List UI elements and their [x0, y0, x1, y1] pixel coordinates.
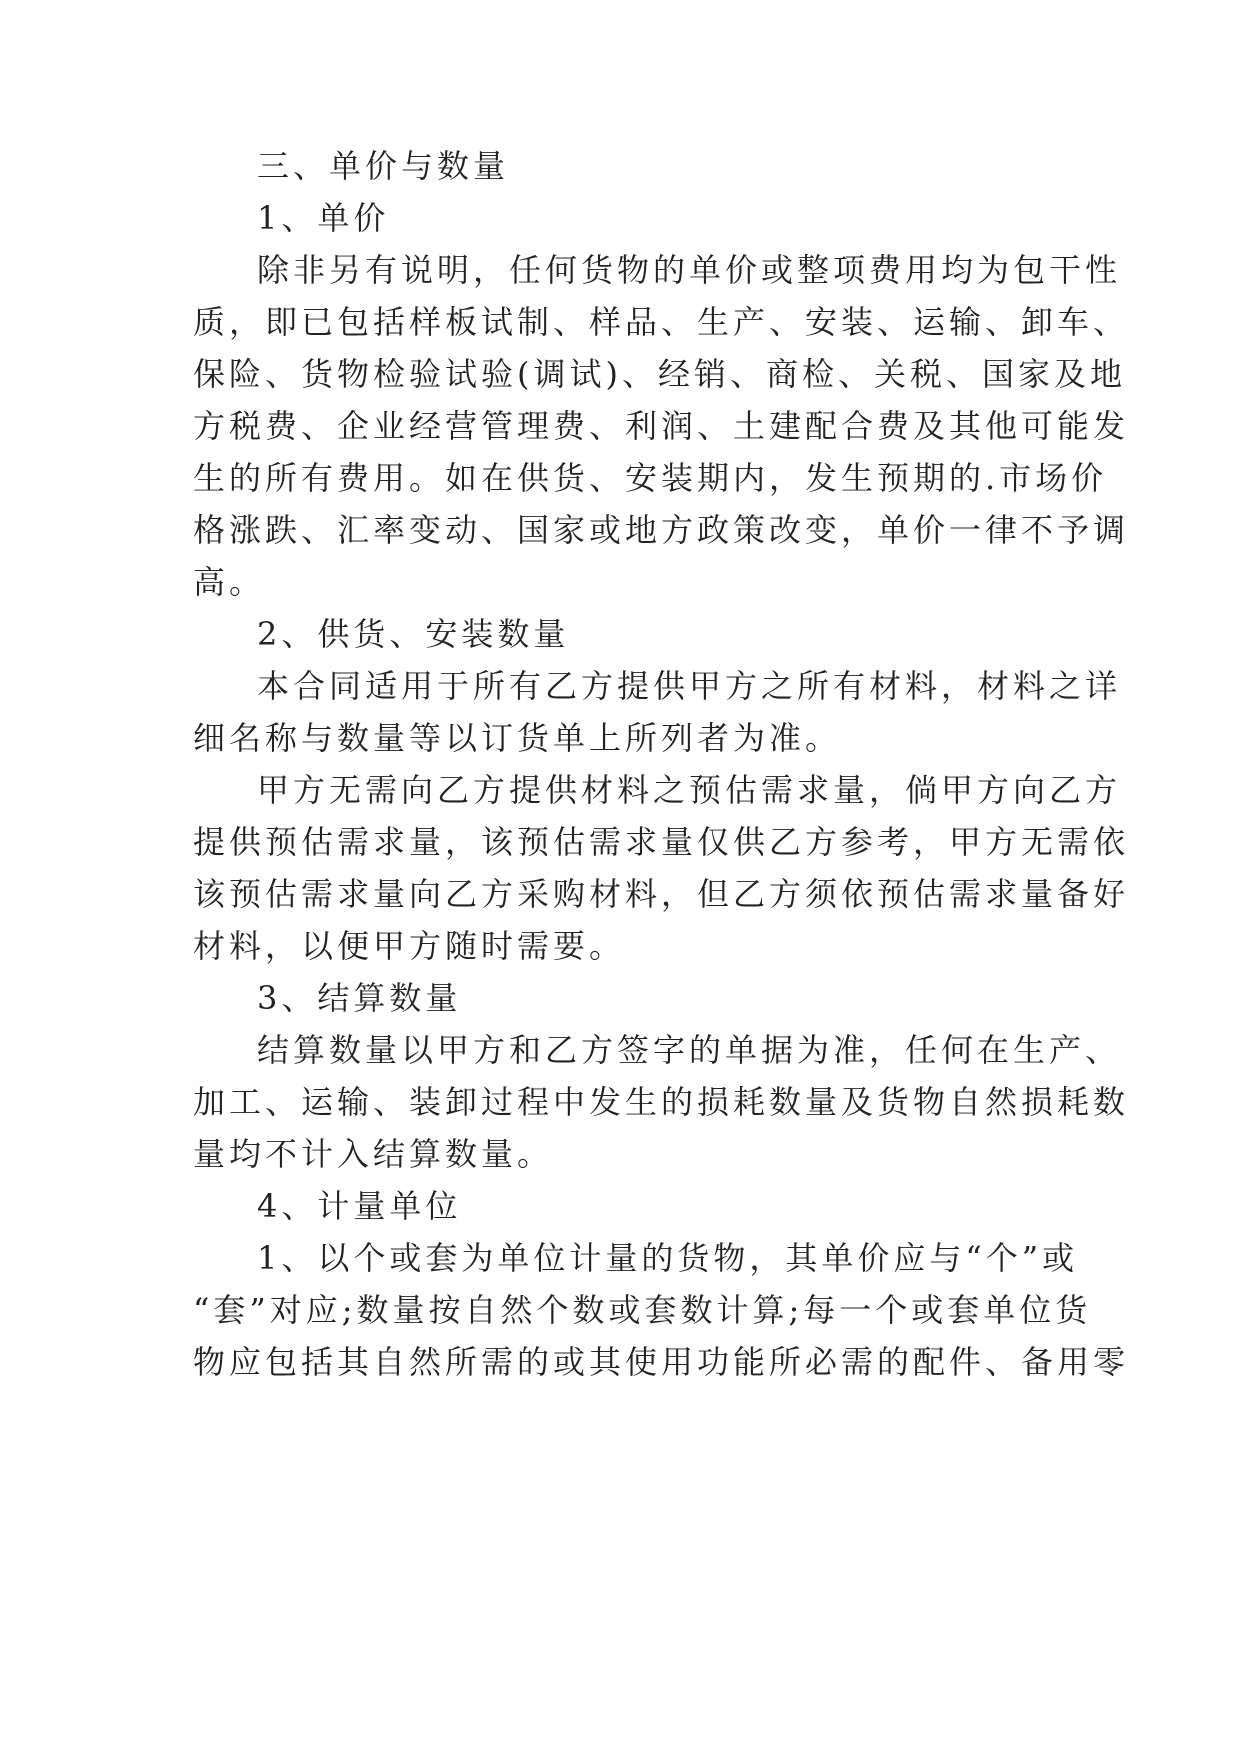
paragraph-line: 加工、运输、装卸过程中发生的损耗数量及货物自然损耗数 — [193, 1083, 1130, 1121]
paragraph-line: 提供预估需求量，该预估需求量仅供乙方参考，甲方无需依 — [193, 823, 1130, 861]
paragraph-line: 1、以个或套为单位计量的货物，其单价应与“个”或 — [257, 1239, 1079, 1277]
paragraph-line: 量均不计入结算数量。 — [193, 1135, 554, 1173]
paragraph-line: 细名称与数量等以订货单上所列者为准。 — [193, 719, 842, 757]
subsection-title-unit-price: 1、单价 — [257, 199, 390, 237]
subsection-title-measurement-unit: 4、计量单位 — [257, 1187, 462, 1225]
subsection-title-supply-quantity: 2、供货、安装数量 — [257, 615, 570, 653]
section-heading: 三、单价与数量 — [257, 147, 510, 185]
paragraph-line: 材料，以便甲方随时需要。 — [193, 927, 626, 965]
paragraph-line: 质，即已包括样板试制、样品、生产、安装、运输、卸车、 — [193, 303, 1130, 341]
subsection-title-settlement-quantity: 3、结算数量 — [257, 979, 462, 1017]
paragraph-line: 保险、货物检验试验(调试)、经销、商检、关税、国家及地 — [193, 355, 1126, 393]
paragraph-line: 生的所有费用。如在供货、安装期内，发生预期的.市场价 — [193, 459, 1108, 497]
paragraph-line: 甲方无需向乙方提供材料之预估需求量，倘甲方向乙方 — [257, 771, 1122, 809]
paragraph-line: 格涨跌、汇率变动、国家或地方政策改变，单价一律不予调 — [193, 511, 1130, 549]
paragraph-line: 高。 — [193, 563, 266, 601]
paragraph-line: 本合同适用于所有乙方提供甲方之所有材料，材料之详 — [257, 667, 1122, 705]
paragraph-line: “套”对应;数量按自然个数或套数计算;每一个或套单位货 — [193, 1291, 1092, 1329]
paragraph-line: 物应包括其自然所需的或其使用功能所必需的配件、备用零 — [193, 1343, 1130, 1381]
paragraph-line: 该预估需求量向乙方采购材料，但乙方须依预估需求量备好 — [193, 875, 1130, 913]
paragraph-line: 除非另有说明，任何货物的单价或整项费用均为包干性 — [257, 251, 1122, 289]
paragraph-line: 结算数量以甲方和乙方签字的单据为准，任何在生产、 — [257, 1031, 1122, 1069]
paragraph-line: 方税费、企业经营管理费、利润、土建配合费及其他可能发 — [193, 407, 1130, 445]
